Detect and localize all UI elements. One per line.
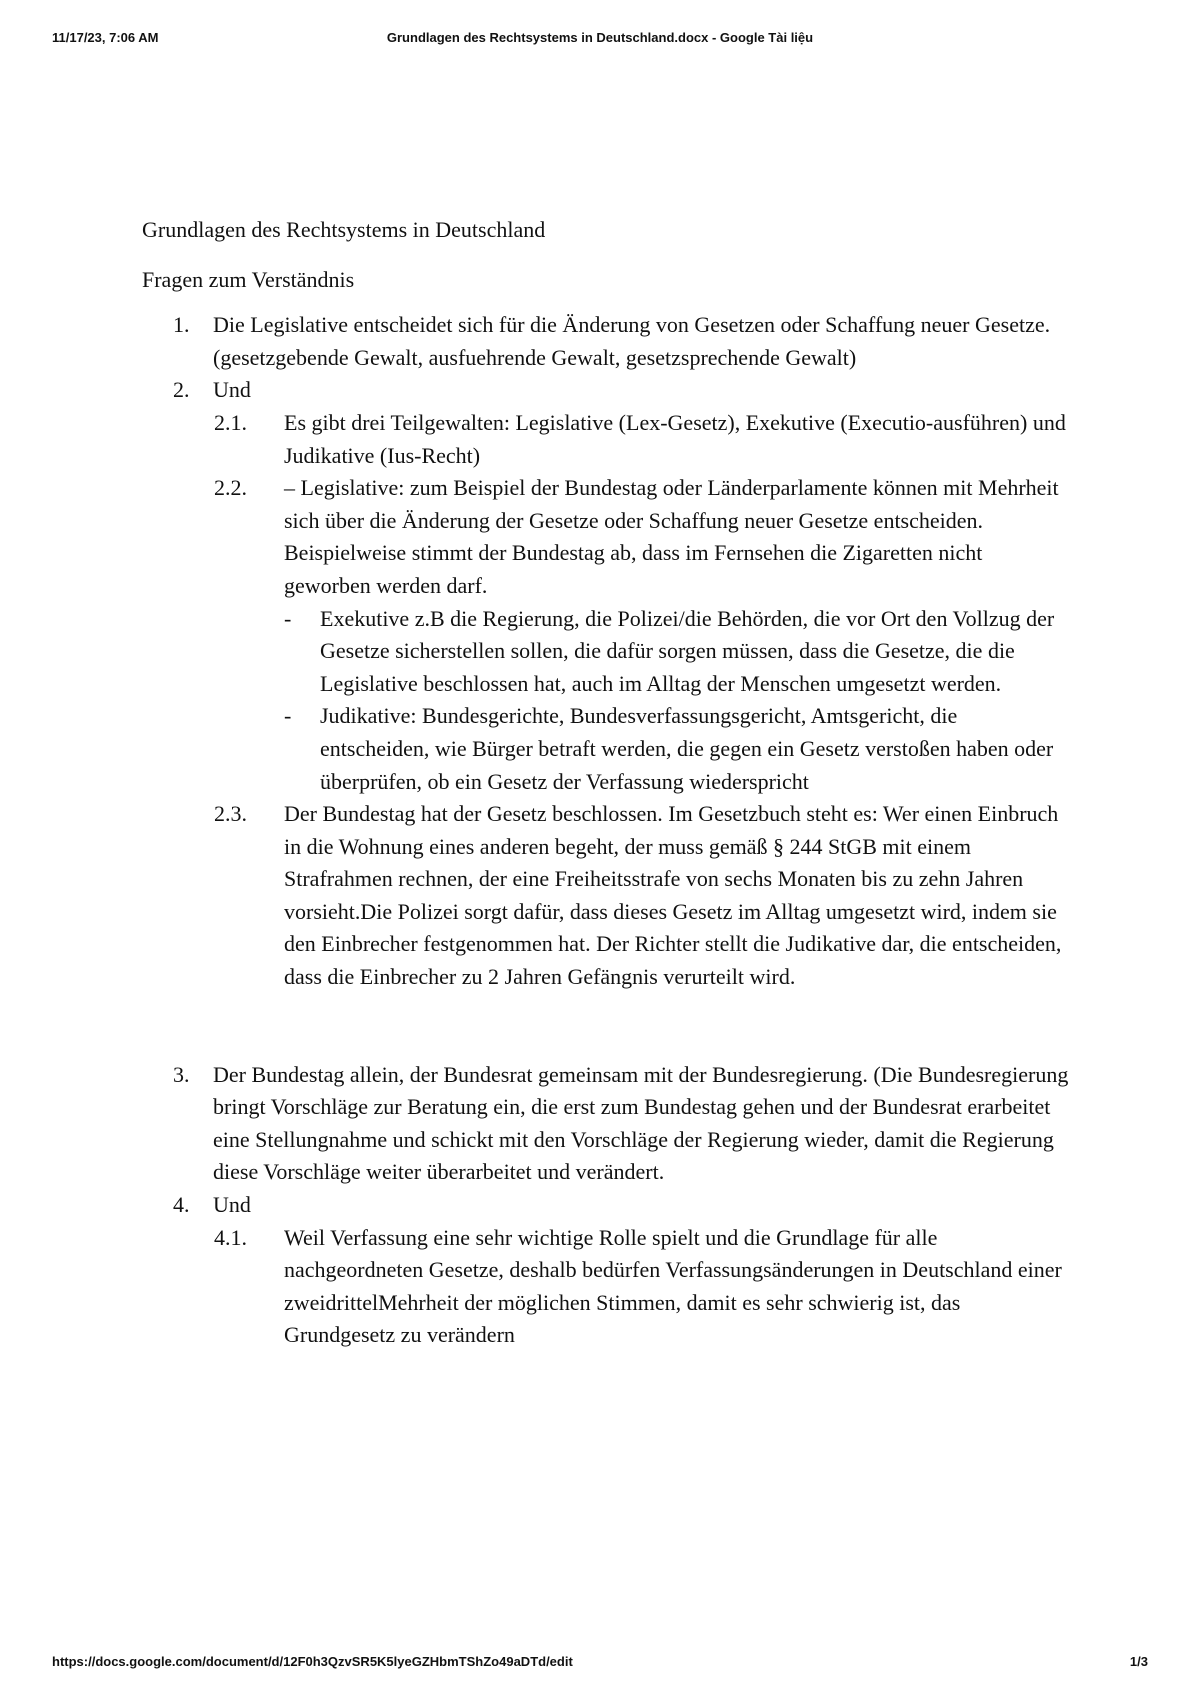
list-marker: 2. [173, 377, 190, 403]
list-item [142, 374, 1072, 407]
list-marker: 2.1. [214, 409, 247, 435]
list-text: Der Bundestag hat der Gesetz beschlossen. Im Gesetzbuch steht es: Wer einen Einbruch in die Wohnung eines anderen begeht, der muss gemäß § 244 StGB mit einem Strafrahmen rechnen, der eine Freiheitsstrafe von sechs Monaten bis zu zehn Jahren vorsieht.Die Polizei sorgt dafür, dass dieses Gesetz im Alltag umgesetzt wird, indem sie den Einbrecher festgenommen hat. Der Richter stellt die Judikative dar, die entscheiden, dass die Einbrecher zu 2 Jahren Gefängnis verurteilt wird. [284, 801, 1062, 990]
list-item [142, 1189, 1072, 1222]
list-text: Die Legislative entscheidet sich für die Änderung von Gesetzen oder Schaffung neuer Gesetze. (gesetzgebende Gewalt, ausfuehrende Gewalt, gesetzsprechende Gewalt) [213, 312, 1051, 370]
document-subtitle: Fragen zum Verständnis [142, 266, 355, 292]
list-marker: 2.2. [214, 475, 247, 501]
spacer [142, 994, 1072, 1059]
list-marker: 2.3. [214, 801, 247, 827]
document-title: Grundlagen des Rechtsystems in Deutschland [142, 217, 546, 242]
sub-list-item [142, 798, 1072, 994]
list-marker: 4.1. [214, 1224, 247, 1250]
list-text: Weil Verfassung eine sehr wichtige Rolle spielt und die Grundlage für alle nachgeordneten Gesetze, deshalb bedürfen Verfassungsänderungen in Deutschland einer zweidrittelMehrheit der möglichen Stimmen, damit es sehr schwierig ist, das Grundgesetz zu verändern [284, 1224, 1062, 1348]
list-text: – Legislative: zum Beispiel der Bundestag oder Länderparlamente können mit Mehrheit sich über die Änderung der Gesetze oder Schaffung neuer Gesetze entscheiden. Beispielweise stimmt der Bundestag ab, dass im Fernsehen die Zigaretten nicht geworben werden darf. [284, 475, 1059, 598]
print-url: https://docs.google.com/document/d/12F0h3QzvSR5K5lyeGZHbmTShZo49aDTd/edit [52, 1654, 573, 1669]
list-text: Exekutive z.B die Regierung, die Polizei/die Behörden, die vor Ort den Vollzug der Gesetze sicherstellen sollen, die dafür sorgen müssen, dass die Gesetze, die die Legislative beschlossen hat, auch im Alltag der Menschen umgesetzt werden. [320, 605, 1055, 696]
list-item [142, 1059, 1072, 1189]
dash-list-item [142, 700, 1072, 798]
document-body [142, 214, 1072, 1352]
list-marker: - [284, 703, 292, 729]
list-text: Judikative: Bundesgerichte, Bundesverfassungsgericht, Amtsgericht, die entscheiden, wie Bürger betraft werden, die gegen ein Gesetz verstoßen haben oder überprüfen, ob ein Gesetz der Verfassung wiederspricht [320, 703, 1054, 794]
list-text: Und [213, 377, 251, 403]
list-marker: 3. [173, 1061, 190, 1087]
print-datetime: 11/17/23, 7:06 AM [52, 30, 159, 45]
page-number: 1/3 [1129, 1654, 1148, 1669]
list-marker: - [284, 605, 292, 631]
sub-list-item [142, 407, 1072, 472]
list-item [142, 309, 1072, 374]
document-list [142, 309, 1072, 1352]
print-document-title: Grundlagen des Rechtsystems in Deutschland.docx - Google Tài liệu [386, 30, 814, 45]
list-text: Und [213, 1192, 251, 1218]
sub-list-item [142, 1222, 1072, 1352]
list-marker: 4. [173, 1192, 190, 1218]
list-marker: 1. [173, 312, 190, 338]
sub-list-item [142, 472, 1072, 602]
dash-list-item [142, 603, 1072, 701]
list-text: Es gibt drei Teilgewalten: Legislative (Lex-Gesetz), Exekutive (Executio-ausführen) und Judikative (Ius-Recht) [284, 409, 1066, 468]
list-text: Der Bundestag allein, der Bundesrat gemeinsam mit der Bundesregierung. (Die Bundesregierung bringt Vorschläge zur Beratung ein, die erst zum Bundestag gehen und der Bundesrat erarbeitet eine Stellungnahme und schickt mit den Vorschläge der Regierung wieder, damit die Regierung diese Vorschläge weiter überarbeitet und verändert. [213, 1061, 1069, 1185]
